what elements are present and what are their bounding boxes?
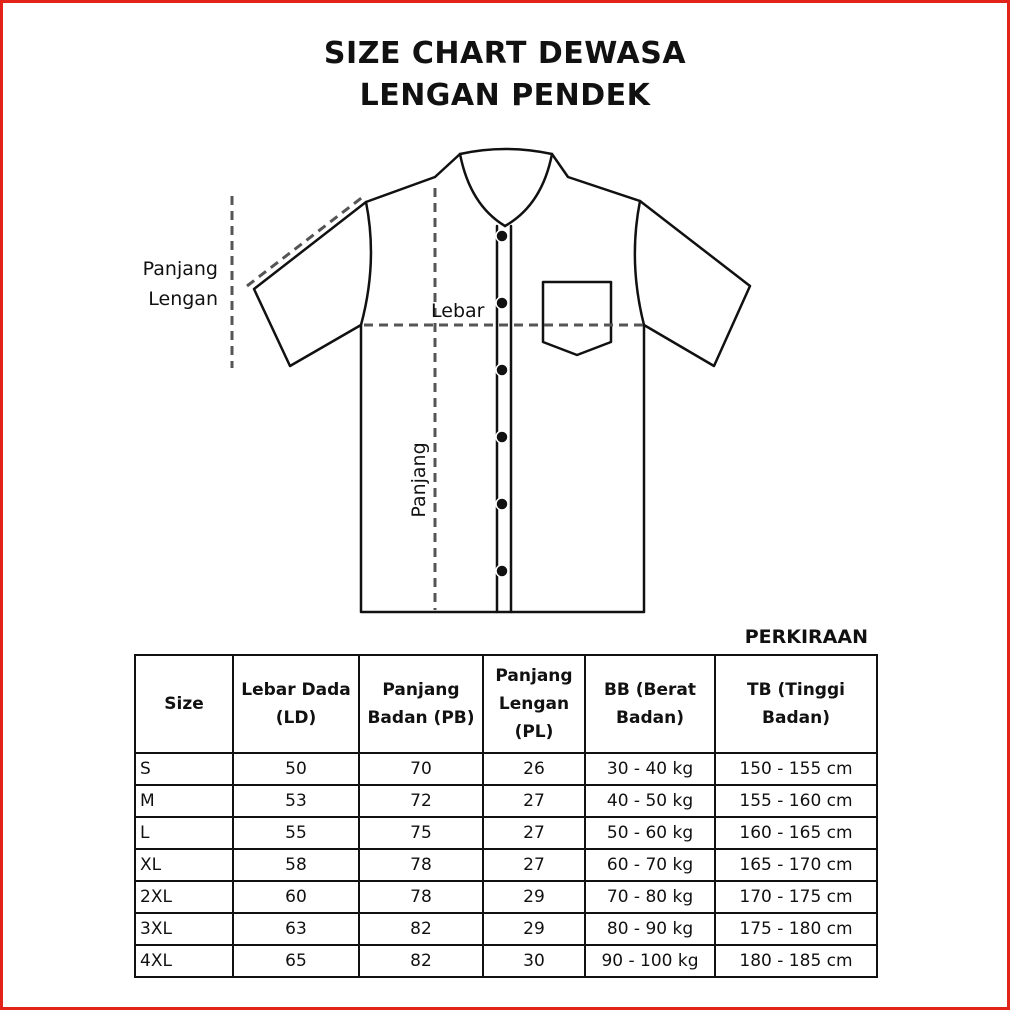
- button-icon: [496, 565, 508, 577]
- size-cell: S: [135, 753, 233, 785]
- table-row: [135, 817, 877, 849]
- button-icon: [496, 498, 508, 510]
- table-cell: 90 - 100 kg: [585, 945, 715, 977]
- column-header-line: Lebar Dada: [241, 680, 351, 700]
- table-cell: 78: [359, 881, 483, 913]
- table-cell: 29: [483, 913, 585, 945]
- column-header-line: Badan): [616, 708, 684, 728]
- table-cell: 27: [483, 785, 585, 817]
- table-row: [135, 753, 877, 785]
- table-row: [135, 849, 877, 881]
- size-table: [134, 654, 878, 978]
- table-cell: 170 - 175 cm: [715, 881, 877, 913]
- column-header-line: Size: [164, 694, 204, 714]
- table-cell: 55: [233, 817, 359, 849]
- button-icon: [496, 297, 508, 309]
- column-header: [135, 655, 233, 753]
- table-cell: 180 - 185 cm: [715, 945, 877, 977]
- table-cell: 82: [359, 913, 483, 945]
- column-header-line: Panjang: [382, 680, 460, 700]
- column-header-line: Panjang: [495, 666, 573, 686]
- table-cell: 82: [359, 945, 483, 977]
- table-cell: 27: [483, 849, 585, 881]
- table-cell: 29: [483, 881, 585, 913]
- table-cell: 60: [233, 881, 359, 913]
- table-cell: 60 - 70 kg: [585, 849, 715, 881]
- chart-title-line2: LENGAN PENDEK: [359, 78, 651, 113]
- table-cell: 26: [483, 753, 585, 785]
- table-cell: 40 - 50 kg: [585, 785, 715, 817]
- table-cell: 50 - 60 kg: [585, 817, 715, 849]
- table-cell: 65: [233, 945, 359, 977]
- table-cell: 50: [233, 753, 359, 785]
- button-icon: [496, 230, 508, 242]
- table-cell: 63: [233, 913, 359, 945]
- column-header-line: Badan): [762, 708, 830, 728]
- table-cell: 160 - 165 cm: [715, 817, 877, 849]
- table-cell: 58: [233, 849, 359, 881]
- table-cell: 30: [483, 945, 585, 977]
- button-icon: [496, 431, 508, 443]
- column-header-line: TB (Tinggi: [747, 680, 845, 700]
- table-row: [135, 881, 877, 913]
- shirt-outline-icon: [254, 149, 750, 612]
- table-cell: 175 - 180 cm: [715, 913, 877, 945]
- chart-title-line1: SIZE CHART DEWASA: [323, 36, 687, 71]
- table-cell: 80 - 90 kg: [585, 913, 715, 945]
- button-icon: [496, 364, 508, 376]
- table-cell: 155 - 160 cm: [715, 785, 877, 817]
- column-header-line: Lengan: [498, 694, 570, 714]
- column-header-line: Badan (PB): [367, 708, 475, 728]
- table-cell: 70 - 80 kg: [585, 881, 715, 913]
- table-cell: 78: [359, 849, 483, 881]
- table-row: [135, 945, 877, 977]
- size-cell: 4XL: [135, 945, 233, 977]
- table-row: [135, 913, 877, 945]
- table-body: [135, 753, 877, 977]
- column-header: [233, 655, 359, 753]
- table-cell: 27: [483, 817, 585, 849]
- size-cell: L: [135, 817, 233, 849]
- size-cell: 3XL: [135, 913, 233, 945]
- table-cell: 75: [359, 817, 483, 849]
- table-cell: 150 - 155 cm: [715, 753, 877, 785]
- sleeve-length-label-line1: Panjang: [142, 258, 218, 280]
- column-header: [359, 655, 483, 753]
- size-cell: 2XL: [135, 881, 233, 913]
- table-cell: 165 - 170 cm: [715, 849, 877, 881]
- column-header-line: BB (Berat: [603, 680, 697, 700]
- column-header: [483, 655, 585, 753]
- column-header-line: (LD): [275, 708, 317, 728]
- column-header-line: (PL): [514, 722, 554, 742]
- estimate-note: PERKIRAAN: [744, 626, 868, 648]
- table-cell: 30 - 40 kg: [585, 753, 715, 785]
- width-label: Lebar: [431, 300, 485, 322]
- header-row: [135, 655, 877, 753]
- size-cell: XL: [135, 849, 233, 881]
- column-header: [715, 655, 877, 753]
- sleeve-length-label-line2: Lengan: [148, 288, 218, 310]
- column-header: [585, 655, 715, 753]
- table-cell: 70: [359, 753, 483, 785]
- body-length-label: Panjang: [408, 442, 430, 518]
- table-row: [135, 785, 877, 817]
- table-cell: 72: [359, 785, 483, 817]
- size-cell: M: [135, 785, 233, 817]
- table-cell: 53: [233, 785, 359, 817]
